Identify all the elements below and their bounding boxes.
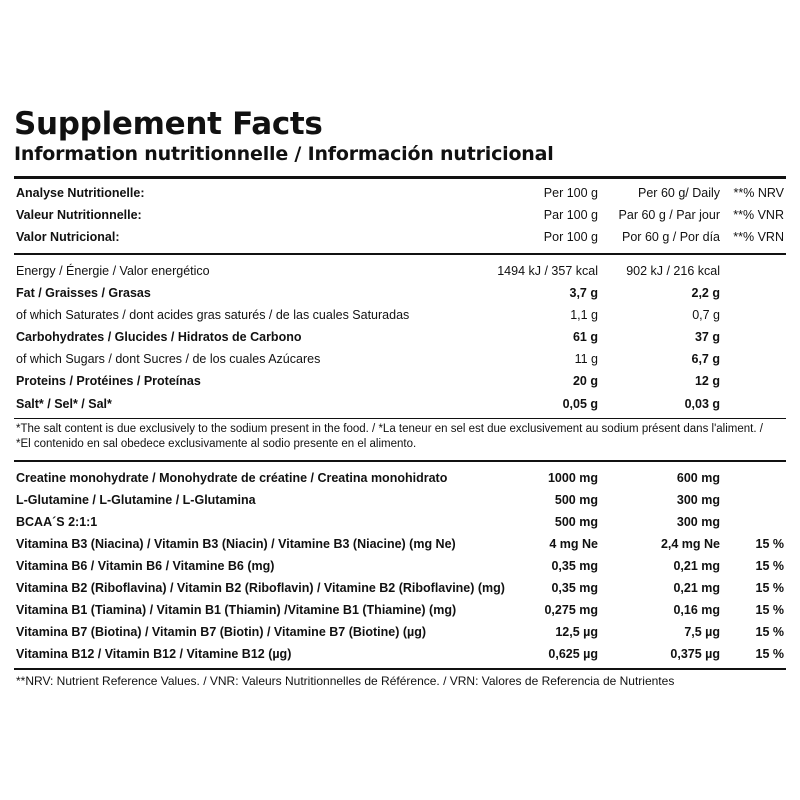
ingredient-per100: 500 mg	[554, 515, 598, 529]
nutrient-per100: 1494 kJ / 357 kcal	[497, 264, 598, 278]
ingredient-per-serving: 7,5 µg	[684, 625, 720, 639]
header-per-serving: Par 60 g / Par jour	[618, 208, 720, 222]
nutrient-label: of which Sugars / dont Sucres / de los cuales Azúcares	[16, 352, 321, 366]
ingredient-row	[14, 644, 786, 664]
nrv-footnote: **NRV: Nutrient Reference Values. / VNR: Valeurs Nutritionnelles de Référence. / VRN: Valores de Referencia de Nutrientes	[16, 674, 675, 688]
ingredient-per-serving: 0,21 mg	[673, 581, 720, 595]
nutrient-per100: 3,7 g	[569, 286, 598, 300]
header-per100: Per 100 g	[543, 186, 598, 200]
ingredient-label: Vitamina B3 (Niacina) / Vitamin B3 (Niacin) / Vitamine B3 (Niacine) (mg Ne)	[16, 537, 456, 551]
salt-note-line: *The salt content is due exclusively to the sodium present in the food. / *La teneur en sel est due exclusivement au sodium présent dans l'aliment. /	[16, 423, 763, 435]
nutrient-per-serving: 37 g	[694, 330, 720, 344]
header-row	[14, 183, 786, 203]
ingredient-row	[14, 512, 786, 532]
ingredient-label: Vitamina B2 (Riboflavina) / Vitamin B2 (Riboflavin) / Vitamine B2 (Riboflavine) (mg)	[16, 581, 505, 595]
nutrition-row	[14, 327, 786, 347]
nutrition-row	[14, 349, 786, 369]
nutrient-per100: 20 g	[572, 374, 598, 388]
nutrition-row	[14, 371, 786, 391]
ingredient-row	[14, 490, 786, 510]
nutrient-label: Carbohydrates / Glucides / Hidratos de Carbono	[16, 330, 302, 344]
nutrient-label: Fat / Graisses / Grasas	[16, 286, 151, 300]
ingredient-label: Vitamina B12 / Vitamin B12 / Vitamine B12 (µg)	[16, 647, 292, 661]
ingredient-ref: 15 %	[755, 559, 784, 573]
nutrient-per-serving: 12 g	[694, 374, 720, 388]
ingredient-per100: 0,35 mg	[551, 581, 598, 595]
nutrition-row	[14, 305, 786, 325]
ingredient-per100: 12,5 µg	[555, 625, 598, 639]
ingredient-row	[14, 468, 786, 488]
nutrient-per100: 1,1 g	[570, 308, 598, 322]
header-ref: **% VRN	[733, 230, 784, 244]
ingredient-ref: 15 %	[755, 581, 784, 595]
nutrition-row	[14, 394, 786, 414]
bottom-rule	[14, 668, 786, 670]
nutrition-row	[14, 283, 786, 303]
ingredient-row	[14, 578, 786, 598]
nutrition-row	[14, 261, 786, 281]
nutrient-per100: 11 g	[574, 352, 598, 366]
ingredient-ref: 15 %	[755, 647, 784, 661]
ingredient-per100: 0,35 mg	[551, 559, 598, 573]
ingredient-row	[14, 556, 786, 576]
header-label: Valeur Nutritionnelle:	[16, 208, 142, 222]
ingredient-per-serving: 600 mg	[676, 471, 720, 485]
ingredient-per-serving: 300 mg	[676, 515, 720, 529]
ingredient-label: L-Glutamine / L-Glutamine / L-Glutamina	[16, 493, 256, 507]
nutrient-label: Energy / Énergie / Valor energético	[16, 264, 210, 278]
nutrient-per-serving: 0,03 g	[684, 397, 720, 411]
ingredient-ref: 15 %	[755, 603, 784, 617]
nutrient-per-serving: 2,2 g	[691, 286, 720, 300]
header-per-serving: Per 60 g/ Daily	[638, 186, 720, 200]
nutrient-label: Salt* / Sel* / Sal*	[16, 397, 112, 411]
nutrient-per-serving: 0,7 g	[692, 308, 720, 322]
ingredient-row	[14, 622, 786, 642]
ingredient-per-serving: 0,16 mg	[673, 603, 720, 617]
header-row	[14, 205, 786, 225]
nutrient-label: Proteins / Protéines / Proteínas	[16, 374, 201, 388]
nutrient-per100: 0,05 g	[562, 397, 598, 411]
page-title: Supplement Facts	[14, 106, 323, 142]
nutrient-per100: 61 g	[572, 330, 598, 344]
ingredient-per100: 4 mg Ne	[549, 537, 598, 551]
ingredient-per-serving: 0,375 µg	[670, 647, 720, 661]
salt-divider	[14, 418, 786, 419]
ingredient-per100: 500 mg	[554, 493, 598, 507]
header-row	[14, 227, 786, 247]
ingredient-per100: 0,275 mg	[544, 603, 598, 617]
header-per100: Par 100 g	[543, 208, 598, 222]
page-subtitle: Information nutritionnelle / Información nutricional	[14, 143, 554, 165]
ingredient-row	[14, 600, 786, 620]
ingredient-label: Vitamina B7 (Biotina) / Vitamin B7 (Biotin) / Vitamine B7 (Biotine) (µg)	[16, 625, 427, 639]
header-label: Analyse Nutritionelle:	[16, 186, 145, 200]
header-label: Valor Nutricional:	[16, 230, 120, 244]
header-ref: **% NRV	[733, 186, 784, 200]
ingredient-per-serving: 2,4 mg Ne	[660, 537, 720, 551]
ingredient-per100: 0,625 µg	[548, 647, 598, 661]
ingredient-label: Creatine monohydrate / Monohydrate de créatine / Creatina monohidrato	[16, 471, 448, 485]
ingredient-label: BCAA´S 2:1:1	[16, 515, 98, 529]
ingredient-row	[14, 534, 786, 554]
ingredient-per100: 1000 mg	[547, 471, 598, 485]
ingredient-per-serving: 300 mg	[676, 493, 720, 507]
header-divider	[14, 253, 786, 255]
nutrient-per-serving: 6,7 g	[691, 352, 720, 366]
nutrient-label: of which Saturates / dont acides gras saturés / de las cuales Saturadas	[16, 308, 410, 322]
ingredient-ref: 15 %	[755, 625, 784, 639]
nutrient-per-serving: 902 kJ / 216 kcal	[626, 264, 720, 278]
header-per100: Por 100 g	[543, 230, 598, 244]
ingredient-label: Vitamina B1 (Tiamina) / Vitamin B1 (Thiamin) /Vitamine B1 (Thiamine) (mg)	[16, 603, 457, 617]
header-ref: **% VNR	[733, 208, 784, 222]
ingredient-label: Vitamina B6 / Vitamin B6 / Vitamine B6 (mg)	[16, 559, 275, 573]
header-per-serving: Por 60 g / Por día	[622, 230, 720, 244]
ingredient-per-serving: 0,21 mg	[673, 559, 720, 573]
top-rule	[14, 176, 786, 179]
salt-note-line: *El contenido en sal obedece exclusivamente al sodio presente en el alimento.	[16, 438, 417, 450]
ingredients-divider	[14, 460, 786, 462]
ingredient-ref: 15 %	[755, 537, 784, 551]
